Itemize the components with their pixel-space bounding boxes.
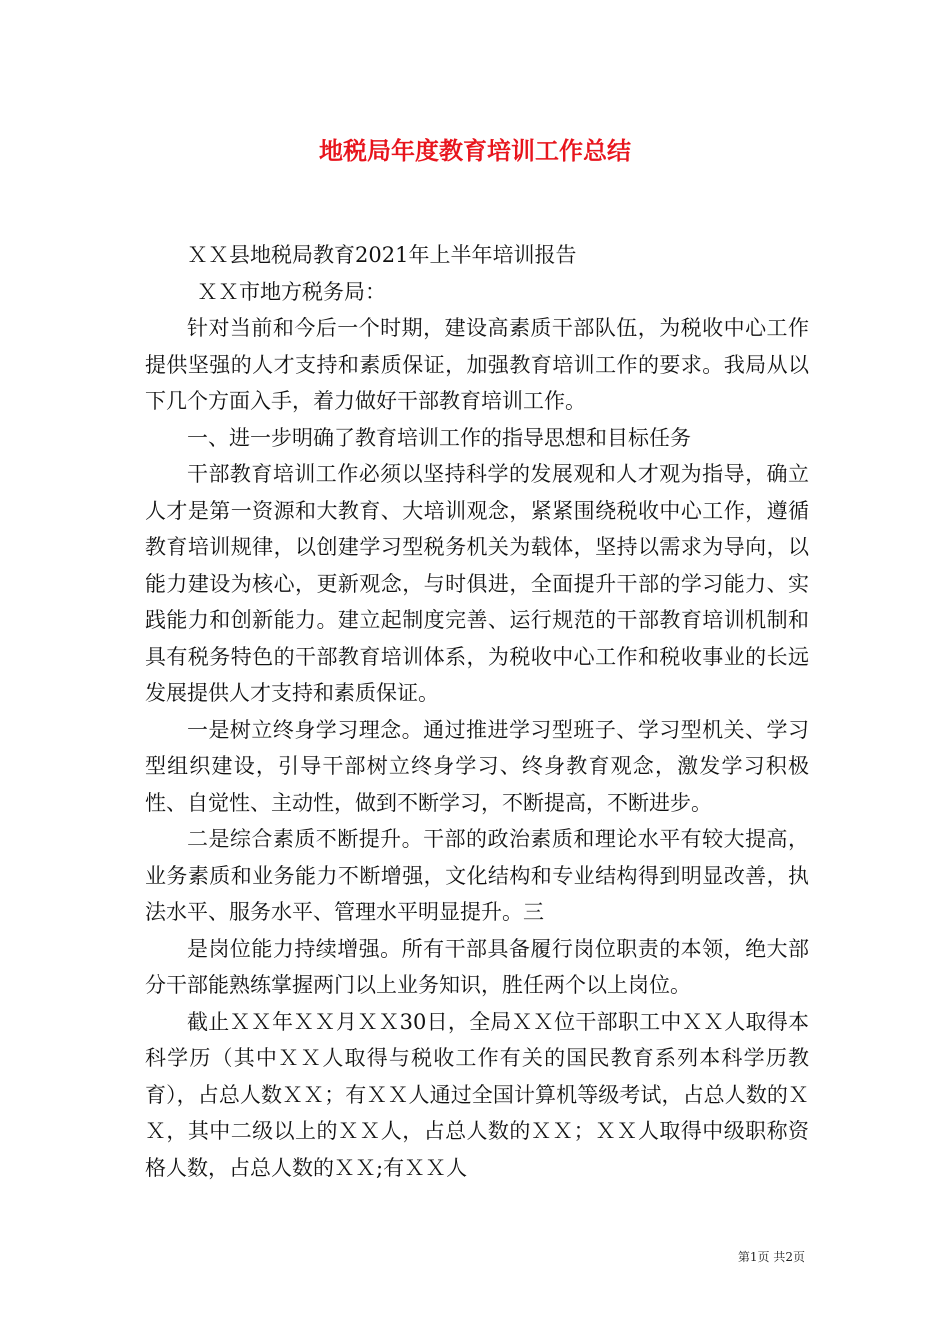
paragraph-job-ability: 是岗位能力持续增强。所有干部具备履行岗位职责的本领，绝大部分干部能熟练掌握两门以上业务知识，胜任两个以上岗位。	[145, 936, 809, 997]
document-body	[145, 237, 809, 1186]
paragraph-guiding-idea: 干部教育培训工作必须以坚持科学的发展观和人才观为指导，确立人才是第一资源和大教育、大培训观念，紧紧围绕税收中心工作，遵循教育培训规律，以创建学习型税务机关为载体，坚持以需求为导向，以能力建设为核心，更新观念，与时俱进，全面提升干部的学习能力、实践能力和创新能力。建立起制度完善、运行规范的干部教育培训机制和具有税务特色的干部教育培训体系，为税收中心工作和税收事业的长远发展提供人才支持和素质保证。	[145, 462, 809, 705]
section-heading-1: 一、进一步明确了教育培训工作的指导思想和目标任务	[187, 425, 691, 450]
salutation-line: ＸＸ市地方税务局：	[197, 279, 386, 304]
paragraph-intro: 针对当前和今后一个时期，建设高素质干部队伍，为税收中心工作提供坚强的人才支持和素质保证，加强教育培训工作的要求。我局从以下几个方面入手，着力做好干部教育培训工作。	[145, 316, 809, 413]
report-title-line: ＸＸ县地税局教育2021年上半年培训报告	[187, 243, 577, 267]
paragraph-quality-improvement: 二是综合素质不断提升。干部的政治素质和理论水平有较大提高，业务素质和业务能力不断增强，文化结构和专业结构得到明显改善，执法水平、服务水平、管理水平明显提升。三	[145, 827, 809, 924]
paragraph-lifelong-learning: 一是树立终身学习理念。通过推进学习型班子、学习型机关、学习型组织建设，引导干部树立终身学习、终身教育观念，激发学习积极性、自觉性、主动性，做到不断学习，不断提高，不断进步。	[145, 717, 809, 815]
document-title: 地税局年度教育培训工作总结	[319, 136, 631, 165]
paragraph-statistics: 截止ＸＸ年ＸＸ月ＸＸ30日，全局ＸＸ位干部职工中ＸＸ人取得本科学历（其中ＸＸ人取得与税收工作有关的国民教育系列本科学历教育），占总人数ＸＸ；有ＸＸ人通过全国计算机等级考试，占总人数的ＸＸ，其中二级以上的ＸＸ人，占总人数的ＸＸ；ＸＸ人取得中级职称资格人数，占总人数的ＸＸ;有ＸＸ人	[145, 1009, 809, 1180]
page-indicator: 第1页 共2页	[737, 1250, 805, 1264]
